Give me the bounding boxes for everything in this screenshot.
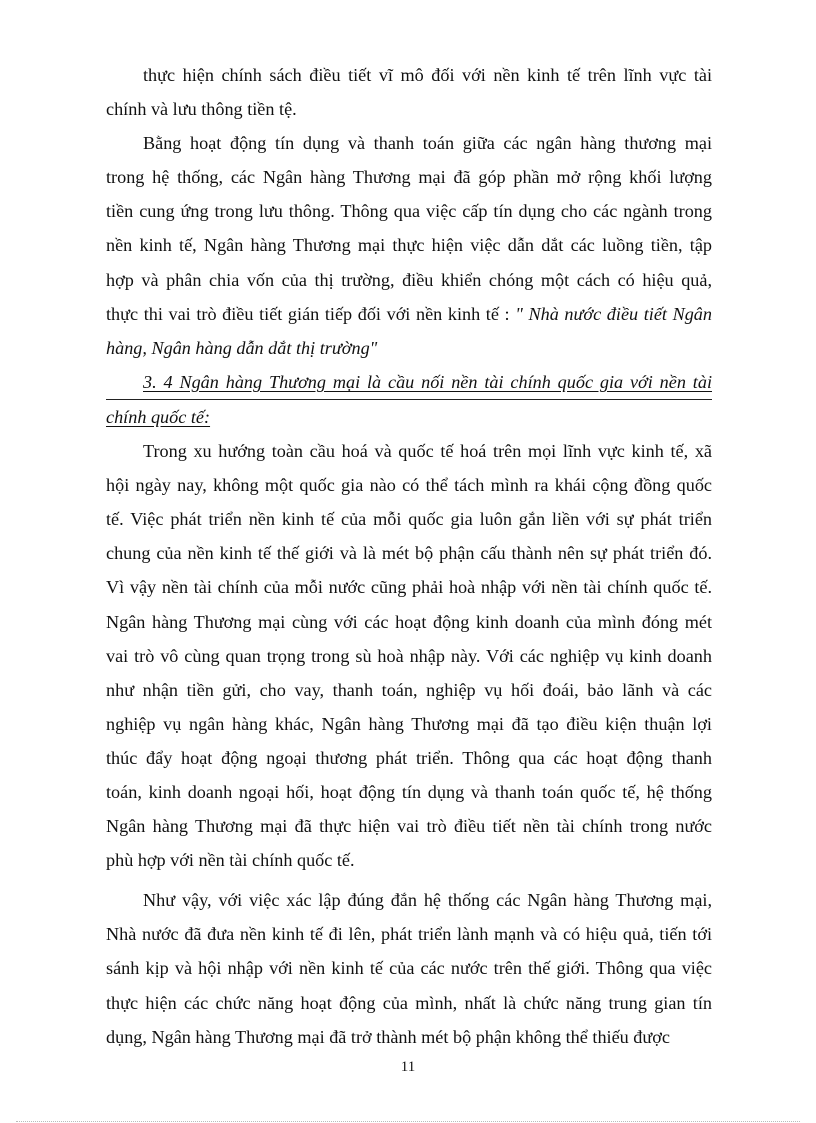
text-line: trong hệ thống, các Ngân hàng Thương mại đã góp phần mở rộng khối lượng bbox=[106, 167, 712, 188]
text-line: hội ngày nay, không một quốc gia nào có thể tách mình ra khái cộng đồng quốc bbox=[106, 475, 712, 496]
text-line: Nhà nước đã đưa nền kinh tế đi lên, phát triển lành mạnh và có hiệu quả, tiến tới bbox=[106, 924, 712, 945]
text-run: thực thi vai trò điều tiết gián tiếp đối với nền kinh tế : bbox=[106, 303, 516, 324]
text-line: chung của nền kinh tế thế giới và là mét bộ phận cấu thành nên sự phát triển đó. bbox=[106, 543, 712, 564]
text-line: sánh kịp và hội nhập với nền kinh tế của các nước trên thế giới. Thông qua việc bbox=[106, 958, 712, 979]
text-line: thực hiện chính sách điều tiết vĩ mô đối với nền kinh tế trên lĩnh vực tài bbox=[143, 65, 712, 85]
text-line: Ngân hàng Thương mại đã thực hiện vai trò điều tiết nền tài chính trong nước bbox=[106, 816, 712, 837]
body-text bbox=[106, 58, 712, 1054]
paragraph bbox=[106, 883, 712, 1053]
text-line: chính và lưu thông tiền tệ. bbox=[106, 99, 297, 120]
text-line: thực hiện các chức năng hoạt động của mình, nhất là chức năng trung gian tín bbox=[106, 992, 712, 1013]
text-line: nghiệp vụ ngân hàng khác, Ngân hàng Thương mại đã tạo điều kiện thuận lợi bbox=[106, 713, 712, 734]
text-line: tế. Việc phát triển nền kinh tế của mỗi quốc gia luôn gắn liền với sự phát triển bbox=[106, 509, 712, 530]
text-line bbox=[106, 297, 712, 331]
page-bottom-divider bbox=[16, 1121, 800, 1122]
text-line: thúc đẩy hoạt động ngoại thương phát triển. Thông qua các hoạt động thanh bbox=[106, 747, 712, 768]
page-number: 11 bbox=[400, 1059, 416, 1075]
text-line: nền kinh tế, Ngân hàng Thương mại thực hiện việc dẫn dắt các luồng tiền, tập bbox=[106, 235, 712, 256]
paragraph bbox=[106, 126, 712, 365]
text-line: Như vậy, với việc xác lập đúng đắn hệ thống các Ngân hàng Thương mại, bbox=[143, 890, 712, 911]
paragraph-continuation bbox=[106, 58, 712, 126]
text-line: vai trò vô cùng quan trọng trong sù hoà nhập này. Với các nghiệp vụ kinh doanh bbox=[106, 645, 712, 666]
text-line: như nhận tiền gửi, cho vay, thanh toán, nghiệp vụ hối đoái, bảo lãnh và các bbox=[106, 679, 712, 700]
section-heading-line: chính quốc tế: bbox=[106, 406, 211, 427]
text-line: Ngân hàng Thương mại cùng với các hoạt động kinh doanh của mình đóng mét bbox=[106, 611, 712, 632]
text-line: Vì vậy nền tài chính của mỗi nước cũng phải hoà nhập với nền tài chính quốc tế. bbox=[106, 577, 712, 598]
text-line: toán, kinh doanh ngoại hối, hoạt động tín dụng và thanh toán quốc tế, hệ thống bbox=[106, 781, 712, 802]
text-line: Bằng hoạt động tín dụng và thanh toán giữa các ngân hàng thương mại bbox=[143, 133, 712, 154]
quote-text: " Nhà nước điều tiết Ngân bbox=[515, 303, 712, 324]
text-line: Trong xu hướng toàn cầu hoá và quốc tế hoá trên mọi lĩnh vực kinh tế, xã bbox=[143, 441, 712, 462]
text-line: dụng, Ngân hàng Thương mại đã trở thành mét bộ phận không thể thiếu được bbox=[106, 1026, 670, 1047]
section-heading-line: 3. 4 Ngân hàng Thương mại là cầu nối nền tài chính quốc gia với nền tài bbox=[106, 365, 712, 400]
text-line: tiền cung ứng trong lưu thông. Thông qua việc cấp tín dụng cho các ngành trong bbox=[106, 201, 712, 222]
text-line: hợp và phân chia vốn của thị trường, điều khiển chóng một cách có hiệu quả, bbox=[106, 269, 712, 290]
text-line: phù hợp với nền tài chính quốc tế. bbox=[106, 850, 355, 871]
quote-text-line: hàng, Ngân hàng dẫn dắt thị trường" bbox=[106, 337, 378, 358]
paragraph bbox=[106, 434, 712, 877]
section-heading bbox=[106, 365, 712, 434]
